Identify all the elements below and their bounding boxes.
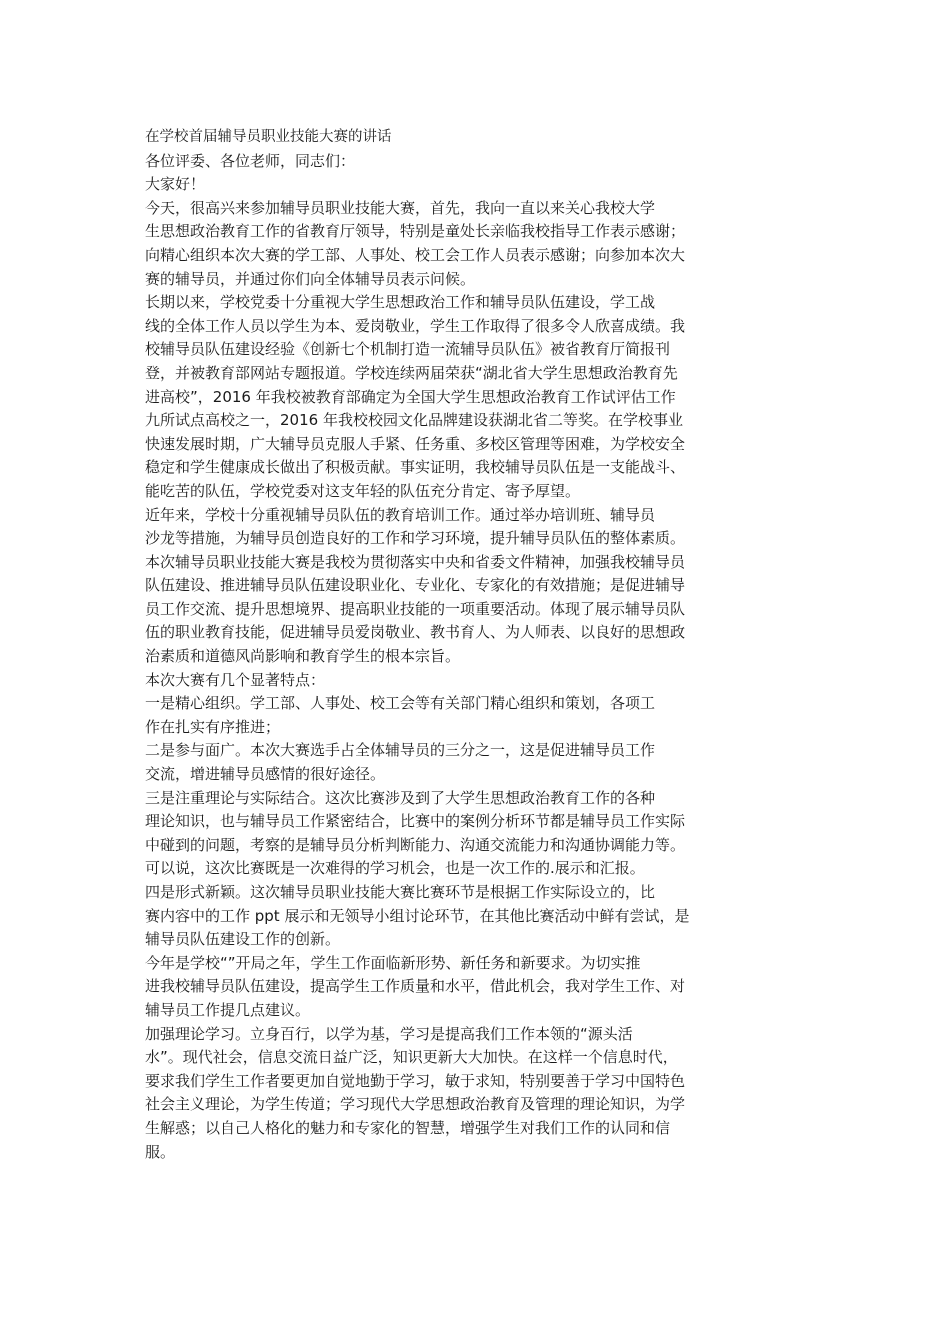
text-line: 一是精心组织。学工部、人事处、校工会等有关部门精心组织和策划，各项工	[145, 694, 656, 713]
text-line: 理论知识，也与辅导员工作紧密结合，比赛中的案例分析环节都是辅导员工作实际	[145, 812, 686, 831]
text-line: 能吃苦的队伍，学校党委对这支年轻的队伍充分肯定、寄予厚望。	[145, 481, 581, 500]
text-line: 本次大赛有几个显著特点：	[145, 670, 326, 689]
text-line: 辅导员队伍建设工作的创新。	[145, 930, 341, 949]
text-line: 水”。现代社会，信息交流日益广泛，知识更新大大加快。在这样一个信息时代，	[145, 1048, 678, 1067]
speech-document	[145, 126, 750, 1164]
text-line: 社会主义理论，为学生传道；学习现代大学思想政治教育及管理的理论知识，为学	[145, 1095, 686, 1114]
text-line: 本次辅导员职业技能大赛是我校为贯彻落实中央和省委文件精神，加强我校辅导员	[145, 552, 686, 571]
text-line: 三是注重理论与实际结合。这次比赛涉及到了大学生思想政治教育工作的各种	[145, 788, 656, 807]
text-line: 各位评委、各位老师，同志们：	[145, 151, 356, 170]
text-line: 二是参与面广。本次大赛选手占全体辅导员的三分之一，这是促进辅导员工作	[145, 741, 656, 760]
text-line: 今天，很高兴来参加辅导员职业技能大赛，首先，我向一直以来关心我校大学	[145, 198, 656, 217]
text-line: 长期以来，学校党委十分重视大学生思想政治工作和辅导员队伍建设，学工战	[145, 293, 656, 312]
text-line: 中碰到的问题，考察的是辅导员分析判断能力、沟通交流能力和沟通协调能力等。	[145, 835, 686, 854]
text-line: 伍的职业教育技能，促进辅导员爱岗敬业、教书育人、为人师表、以良好的思想政	[145, 623, 686, 642]
text-line: 校辅导员队伍建设经验《创新七个机制打造一流辅导员队伍》被省教育厅简报刊	[145, 340, 671, 359]
text-line: 大家好！	[145, 175, 206, 194]
text-line: 赛内容中的工作 ppt 展示和无领导小组讨论环节，在其他比赛活动中鲜有尝试，是	[145, 906, 690, 925]
text-line: 向精心组织本次大赛的学工部、人事处、校工会工作人员表示感谢；向参加本次大	[145, 245, 686, 264]
text-line: 作在扎实有序推进；	[145, 717, 281, 736]
text-line: 交流，增进辅导员感情的很好途径。	[145, 765, 386, 784]
text-line: 要求我们学生工作者要更加自觉地勤于学习，敏于求知，特别要善于学习中国特色	[145, 1071, 686, 1090]
text-line: 快速发展时期，广大辅导员克服人手紧、任务重、多校区管理等困难，为学校安全	[145, 434, 686, 453]
text-line: 队伍建设、推进辅导员队伍建设职业化、专业化、专家化的有效措施；是促进辅导	[145, 576, 686, 595]
text-line: 九所试点高校之一，2016 年我校校园文化品牌建设获湖北省二等奖。在学校事业	[145, 411, 683, 430]
text-line: 可以说，这次比赛既是一次难得的学习机会，也是一次工作的.展示和汇报。	[145, 859, 645, 878]
text-line: 线的全体工作人员以学生为本、爱岗敬业，学生工作取得了很多令人欣喜成绩。我	[145, 316, 686, 335]
document-title: 在学校首届辅导员职业技能大赛的讲话	[145, 129, 392, 145]
text-line: 近年来，学校十分重视辅导员队伍的教育培训工作。通过举办培训班、辅导员	[145, 505, 656, 524]
text-line: 进我校辅导员队伍建设，提高学生工作质量和水平，借此机会，我对学生工作、对	[145, 977, 686, 996]
text-line: 生解惑；以自己人格化的魅力和专家化的智慧，增强学生对我们工作的认同和信	[145, 1118, 671, 1137]
text-line: 生思想政治教育工作的省教育厅领导，特别是童处长亲临我校指导工作表示感谢；	[145, 222, 686, 241]
text-line: 稳定和学生健康成长做出了积极贡献。事实证明，我校辅导员队伍是一支能战斗、	[145, 458, 686, 477]
text-line: 服。	[145, 1142, 176, 1161]
text-line: 员工作交流、提升思想境界、提高职业技能的一项重要活动。体现了展示辅导员队	[145, 599, 686, 618]
text-line: 加强理论学习。立身百行，以学为基，学习是提高我们工作本领的“源头活	[145, 1024, 633, 1043]
text-line: 赛的辅导员，并通过你们向全体辅导员表示问候。	[145, 269, 476, 288]
text-line: 治素质和道德风尚影响和教育学生的根本宗旨。	[145, 647, 461, 666]
text-line: 进高校”，2016 年我校被教育部确定为全国大学生思想政治教育工作试评估工作	[145, 387, 676, 406]
text-line: 今年是学校“”开局之年，学生工作面临新形势、新任务和新要求。为切实推	[145, 953, 641, 972]
text-line: 辅导员工作提几点建议。	[145, 1000, 311, 1019]
text-line: 四是形式新颖。这次辅导员职业技能大赛比赛环节是根据工作实际设立的，比	[145, 883, 656, 901]
text-line: 登，并被教育部网站专题报道。学校连续两届荣获“湖北省大学生思想政治教育先	[145, 363, 678, 382]
text-line: 沙龙等措施，为辅导员创造良好的工作和学习环境，提升辅导员队伍的整体素质。	[145, 529, 686, 548]
